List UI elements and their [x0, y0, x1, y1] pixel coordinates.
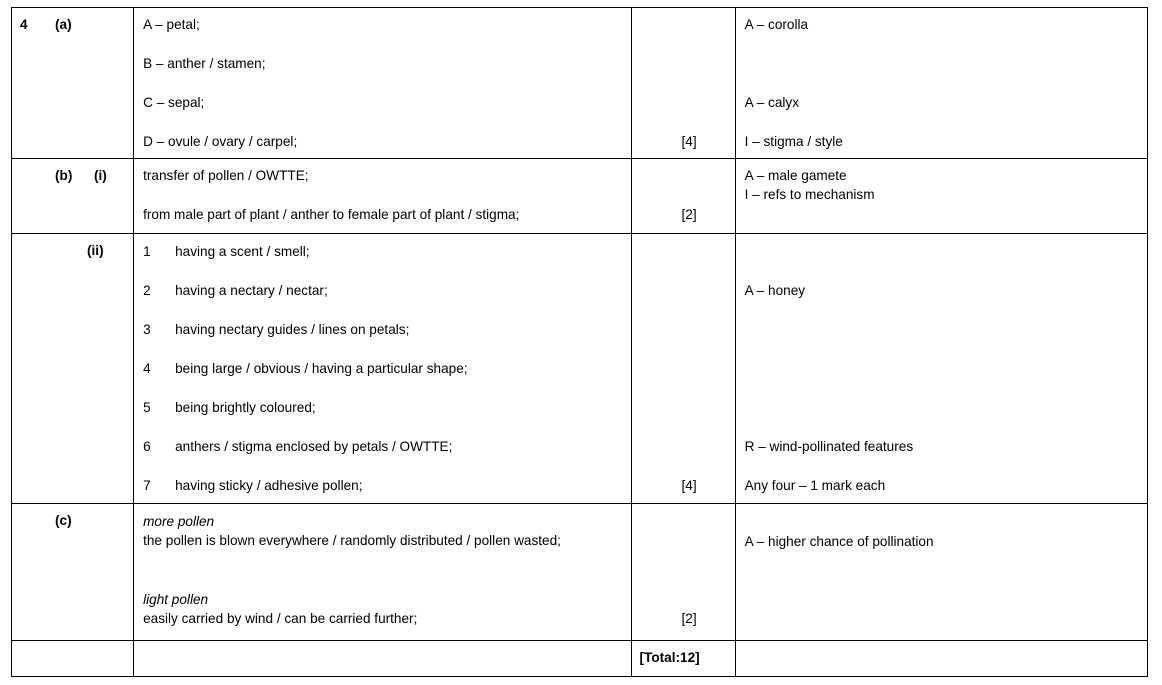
marks-value: [2] [681, 611, 697, 626]
note-line: I – refs to mechanism [744, 187, 875, 202]
note-line: A – male gamete [744, 168, 847, 183]
row-4a-marks-cell [631, 8, 735, 159]
note-line: I – stigma / style [744, 134, 843, 149]
row-4c-label-cell [12, 504, 134, 641]
answer-heading: more pollen [143, 514, 215, 529]
point-number: 4 [143, 361, 151, 376]
answer-line: easily carried by wind / can be carried further; [143, 611, 418, 626]
row-4bi-marks-cell [631, 159, 735, 234]
row-4c-marks-cell [631, 504, 735, 641]
point-text: having nectary guides / lines on petals; [175, 322, 410, 337]
point-number: 5 [143, 400, 151, 415]
question-part: (a) [55, 17, 72, 32]
question-subpart: (i) [94, 168, 107, 183]
row-4c-answer-cell [134, 504, 631, 641]
table-row [12, 159, 1148, 234]
row-4bii-marks-cell [631, 234, 735, 504]
row-4a-notes-cell [735, 8, 1147, 159]
point-number: 2 [143, 283, 151, 298]
note-line: A – higher chance of pollination [744, 534, 934, 549]
numbered-point [143, 283, 328, 299]
row-4bi-label-cell [12, 159, 134, 234]
point-number: 6 [143, 439, 151, 454]
point-text: anthers / stigma enclosed by petals / OWTTE; [175, 439, 453, 454]
row-4c-notes-cell [735, 504, 1147, 641]
question-part: (c) [55, 513, 72, 528]
mark-scheme-table [11, 7, 1148, 677]
question-subpart: (ii) [87, 243, 104, 258]
note-line: R – wind-pollinated features [744, 439, 914, 454]
question-part: (b) [55, 168, 73, 183]
numbered-point [143, 478, 362, 494]
row-4a-label-cell [12, 8, 134, 159]
answer-line: transfer of pollen / OWTTE; [143, 168, 309, 183]
numbered-point [143, 244, 310, 260]
answer-line: A – petal; [143, 17, 200, 32]
total-marks-cell [631, 641, 735, 677]
total-answer-cell [134, 641, 631, 677]
row-4bii-answer-cell [134, 234, 631, 504]
numbered-point [143, 322, 409, 338]
point-text: being large / obvious / having a particular shape; [175, 361, 468, 376]
marks-value: [4] [681, 134, 697, 149]
point-text: having a scent / smell; [175, 244, 310, 259]
table-row-total [12, 641, 1148, 677]
note-line: A – corolla [744, 17, 809, 32]
marks-value: [2] [681, 207, 697, 222]
answer-line: the pollen is blown everywhere / randomly distributed / pollen wasted; [143, 533, 561, 548]
note-line: A – calyx [744, 95, 800, 110]
row-4a-answer-cell [134, 8, 631, 159]
total-label-cell [12, 641, 134, 677]
point-text: being brightly coloured; [175, 400, 316, 415]
answer-line: C – sepal; [143, 95, 205, 110]
note-line: Any four – 1 mark each [744, 478, 886, 493]
answer-line: D – ovule / ovary / carpel; [143, 134, 298, 149]
table-row [12, 504, 1148, 641]
total-notes-cell [735, 641, 1147, 677]
answer-line: from male part of plant / anther to female part of plant / stigma; [143, 207, 520, 222]
table-row [12, 234, 1148, 504]
answer-heading: light pollen [143, 592, 209, 607]
row-4bi-answer-cell [134, 159, 631, 234]
total-marks-value: [Total:12] [639, 650, 700, 665]
point-number: 3 [143, 322, 151, 337]
marks-value: [4] [681, 478, 697, 493]
point-number: 1 [143, 244, 151, 259]
row-4bii-notes-cell [735, 234, 1147, 504]
question-number: 4 [20, 17, 28, 32]
note-line: A – honey [744, 283, 806, 298]
point-text: having sticky / adhesive pollen; [175, 478, 363, 493]
table-row [12, 8, 1148, 159]
numbered-point [143, 361, 467, 377]
numbered-point [143, 400, 316, 416]
point-text: having a nectary / nectar; [175, 283, 328, 298]
answer-line: B – anther / stamen; [143, 56, 266, 71]
row-4bi-notes-cell [735, 159, 1147, 234]
numbered-point [143, 439, 452, 455]
point-number: 7 [143, 478, 151, 493]
row-4bii-label-cell [12, 234, 134, 504]
